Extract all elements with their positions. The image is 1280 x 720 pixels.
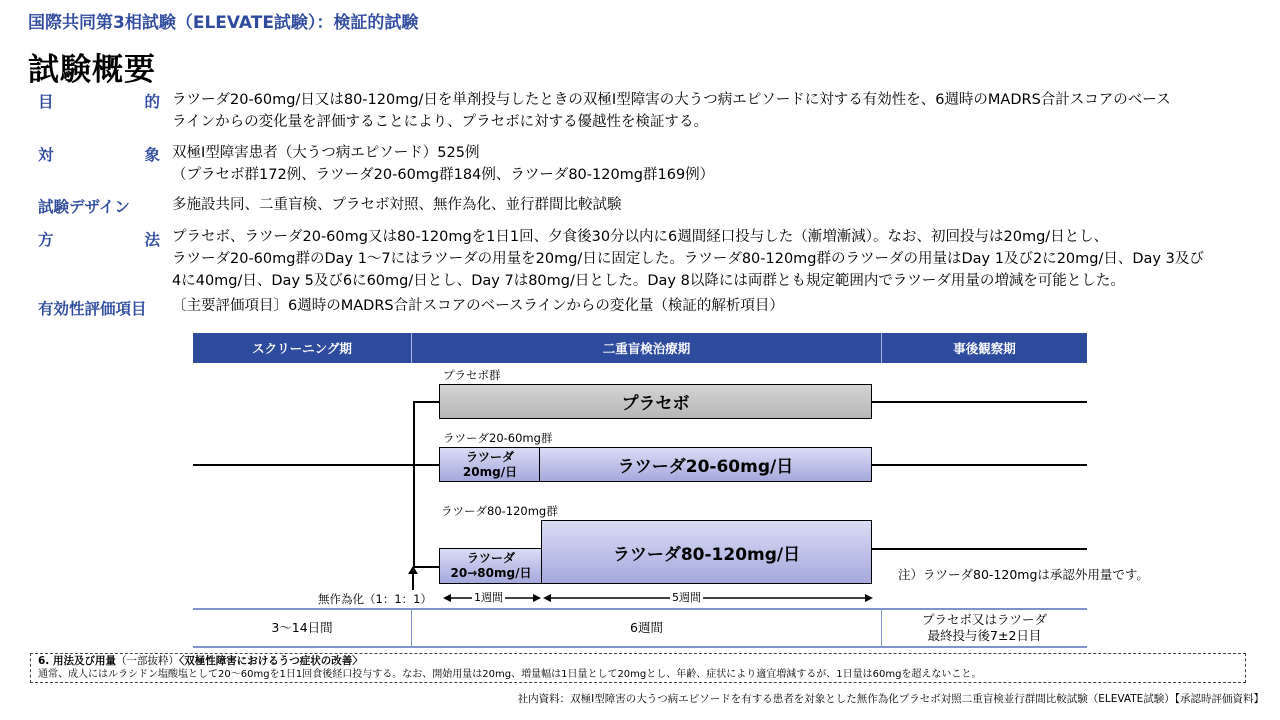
low-dose-group-label: ラツーダ20-60mg群 [443,431,553,445]
low-dose-followup-line [871,464,1087,466]
design-text: 多施設共同、二重盲検、プラセボ対照、無作為化、並行群間比較試験 [172,197,622,213]
dosage-text: 通常、成人にはルラシドン塩酸塩として20～60mgを1日1回食後経口投与する。なお、開始用量は20mg、増量幅は1日量として20mgとし、年齢、症状により適宜増減するが、1日量は60mgを超えないこと。 [38,669,982,680]
high-dose-group-label: ラツーダ80-120mg群 [441,504,558,518]
high-dose-followup-line [871,548,1087,550]
placebo-group-label: プラセボ群 [443,368,501,382]
duration-table-bottom-border [193,646,1087,648]
phase-divider [881,333,882,363]
treatment-duration: 6週間 [630,619,663,635]
low-dose-titration-box: ラツーダ 20mg/日 [439,447,541,482]
page-title: 試験概要 [28,52,156,88]
phase-divider [411,333,412,363]
randomization-label: 無作為化（1：1：1） [318,592,432,606]
purpose-text: ラツーダ20-60mg/日又は80-120mg/日を単剤投与したときの双極Ⅰ型障害の大うつ病エピソードに対する有効性を、6週時のMADRS合計スコアのベース ラインからの変化量を評価することにより、プラセボに対する優越性を検証する。 [172,92,1171,130]
method-text: プラセボ、ラツーダ20-60mg又は80-120mgを1日1回、夕食後30分以内に6週間経口投与した（漸増漸減）。なお、初回投与は20mg/日とし、 ラツーダ20-60mg群のDay 1～7にはラツーダの用量を20mg/日に固定した。ラツーダ80-120mg群のラツーダの用量はDay 1及び2に20mg/日、Day 3及び 4に40mg/日、Day 5及び6に60mg/日とし、Day 7は80mg/日とした。Day 8以降には両群とも規定範囲内でラツーダ用量の増減を可能とした。 [172,229,1204,289]
high-dose-titration-box: ラツーダ 20→80mg/日 [439,548,543,584]
week5-label: 5週間 [672,591,701,604]
week5-arrow-icon [543,590,873,606]
randomization-branch-line [413,401,415,567]
week1-label: 1週間 [474,591,503,604]
screening-duration: 3～14日間 [271,619,333,635]
method-label: 方 法 [38,231,160,249]
section-header: 国際共同第3相試験（ELEVATE試験）：検証的試験 [28,13,419,33]
phase-screening: スクリーニング期 [193,333,411,363]
dosage-title: 6. 用法及び用量（一部抜粋）〈双極性障害におけるうつ症状の改善〉 [38,655,363,667]
followup-duration: プラセボ又はラツーダ 最終投与後7±2日目 [921,611,1047,643]
low-dose-branch-line [413,464,440,466]
phase-follow-up: 事後観察期 [882,333,1087,363]
subjects-label: 対 象 [38,146,160,164]
endpoint-label: 有効性評価項目 [38,300,147,318]
design-label: 試験デザイン [38,198,130,216]
subjects-text: 双極Ⅰ型障害患者（大うつ病エピソード）525例 （プラセボ群172例、ラツーダ20-60mg群184例、ラツーダ80-120mg群169例） [172,145,715,183]
purpose-label: 目 的 [38,93,160,111]
off-label-note: 注）ラツーダ80-120mgは承認外用量です。 [898,567,1149,582]
placebo-followup-line [871,401,1087,403]
randomization-arrow-icon [408,566,418,590]
low-dose-arm-box: ラツーダ20-60mg/日 [539,447,872,482]
endpoint-text: 〔主要評価項目〕6週時のMADRS合計スコアのベースラインからの変化量（検証的解析項目） [172,298,784,314]
phase-double-blind: 二重盲検治療期 [412,333,881,363]
dosage-box [30,653,1246,683]
placebo-branch-line [413,401,440,403]
source-citation: 社内資料：双極Ⅰ型障害の大うつ病エピソードを有する患者を対象とした無作為化プラセボ対照二重盲検並行群間比較試験（ELEVATE試験）【承認時評価資料】 [517,693,1264,705]
high-dose-arm-box: ラツーダ80-120mg/日 [541,520,872,584]
placebo-arm-box: プラセボ [439,384,872,419]
screening-line [193,464,414,466]
